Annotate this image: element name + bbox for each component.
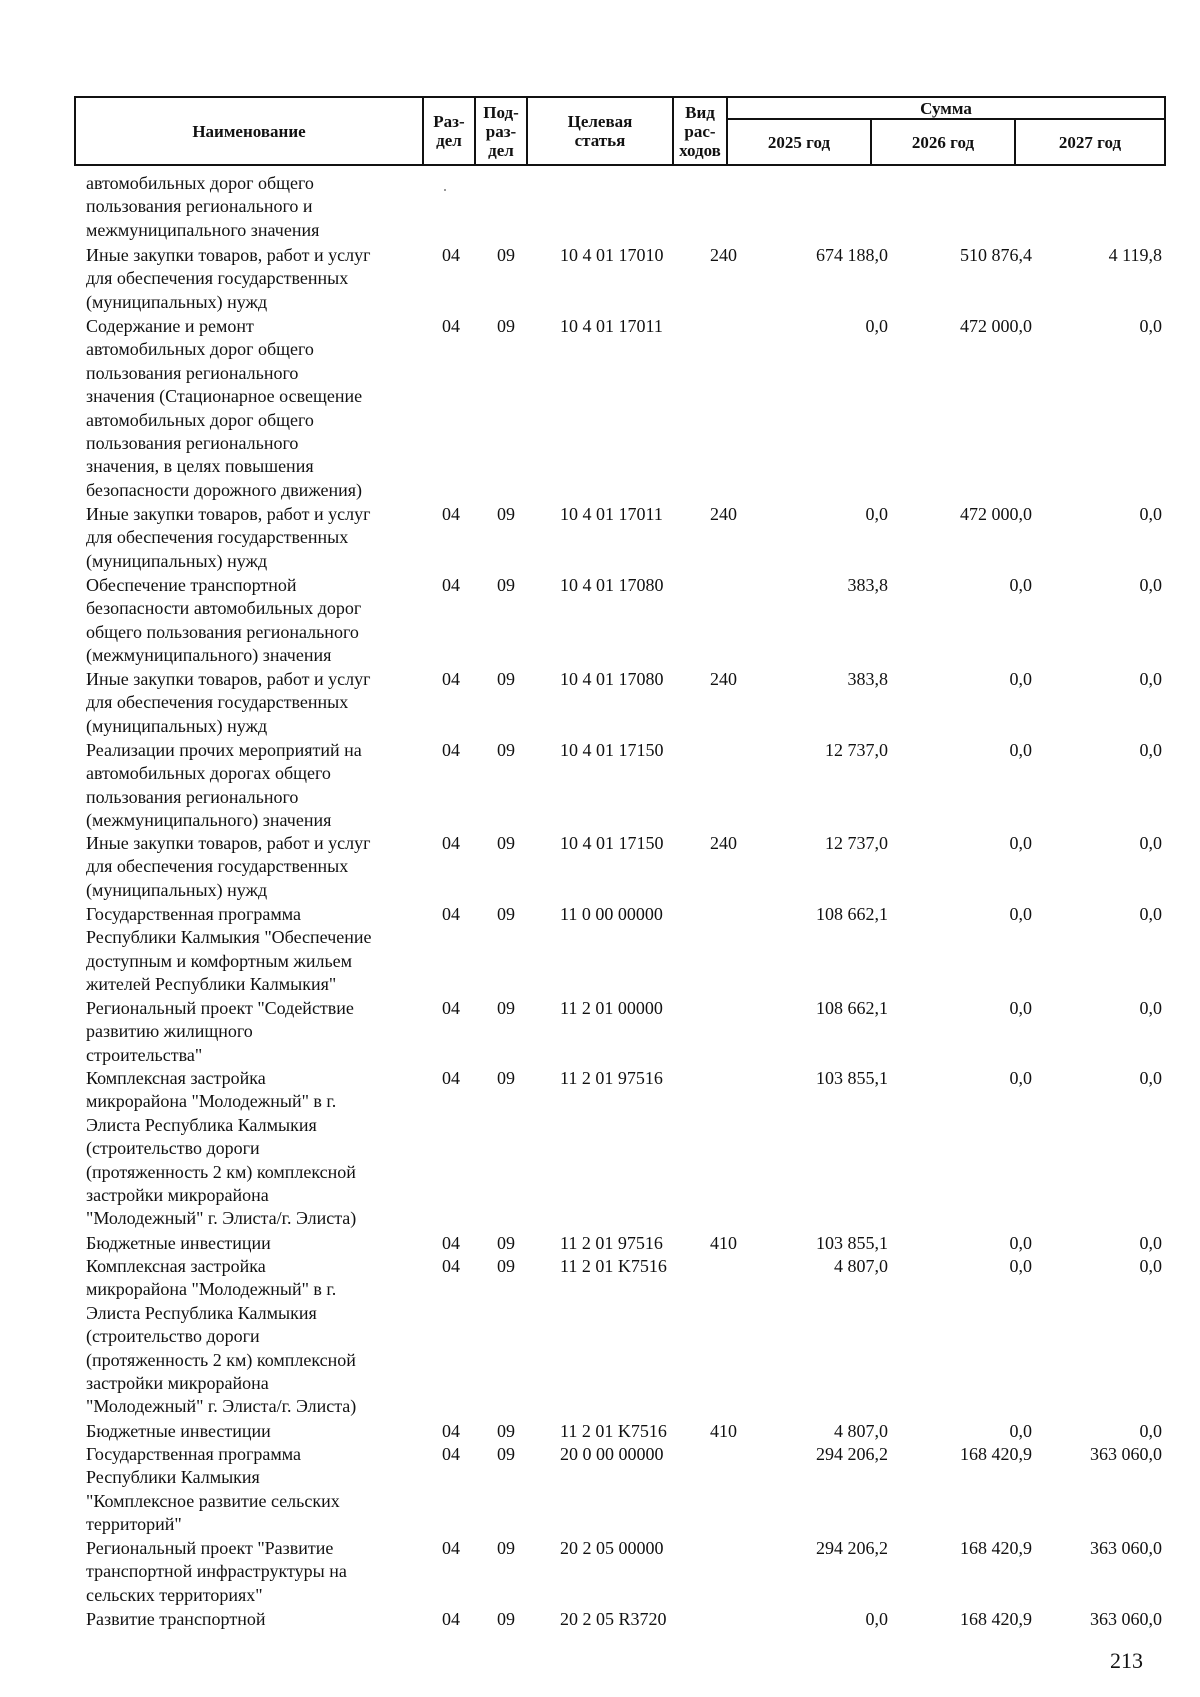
row-name-line: пользования регионального: [86, 433, 299, 454]
row-sum-2026: 0,0: [1009, 1233, 1032, 1253]
row-name-line: для обеспечения государственных: [86, 692, 349, 713]
row-sum-2027: 363 060,0: [1090, 1609, 1162, 1629]
row-name-line: Государственная программа: [86, 1444, 301, 1464]
row-name-line: "Молодежный" г. Элиста/г. Элиста): [86, 1396, 357, 1417]
table-header: [74, 96, 1166, 166]
row-expense-type: 410: [710, 1233, 737, 1253]
row-name: [86, 1067, 426, 1231]
row-sum-2025: 12 737,0: [825, 740, 888, 760]
row-name: [86, 739, 426, 833]
row-section: 04: [442, 1444, 460, 1464]
row-name-line: пользования регионального и: [86, 196, 313, 217]
row-target: 20 2 05 00000: [560, 1538, 664, 1558]
row-name-line: Республики Калмыкия: [86, 1467, 260, 1488]
row-name-line: (строительство дороги: [86, 1326, 260, 1347]
row-name-line: жителей Республики Калмыкия": [86, 974, 337, 995]
row-subsection: 09: [497, 1256, 515, 1276]
row-sum-2025: 294 206,2: [816, 1538, 888, 1558]
row-section: 04: [442, 245, 460, 265]
row-name-line: Обеспечение транспортной: [86, 575, 297, 595]
row-name-line: транспортной инфраструктуры на: [86, 1561, 347, 1582]
row-name-line: Бюджетные инвестиции: [86, 1233, 271, 1253]
row-name-line: автомобильных дорог общего: [86, 409, 314, 430]
row-name-line: сельских территориях": [86, 1584, 263, 1605]
row-target: 10 4 01 17010: [560, 245, 664, 265]
row-subsection: 09: [497, 575, 515, 595]
row-name-line: значения, в целях повышения: [86, 456, 314, 477]
row-target: 11 2 01 00000: [560, 998, 663, 1018]
row-subsection: 09: [497, 1421, 515, 1441]
row-sum-2027: 0,0: [1139, 1421, 1162, 1441]
row-name-line: Региональный проект "Развитие: [86, 1538, 334, 1558]
row-subsection: 09: [497, 1068, 515, 1088]
row-subsection: 09: [497, 1233, 515, 1253]
row-name: [86, 1255, 426, 1419]
row-name-line: развитию жилищного: [86, 1021, 253, 1042]
row-sum-2027: 0,0: [1139, 316, 1162, 336]
row-sum-2026: 168 420,9: [960, 1538, 1032, 1558]
row-sum-2025: 4 807,0: [834, 1256, 888, 1276]
row-target: 10 4 01 17080: [560, 669, 664, 689]
row-name-line: (межмуниципального) значения: [86, 645, 332, 666]
row-sum-2025: 674 188,0: [816, 245, 888, 265]
row-sum-2025: 383,8: [847, 669, 888, 689]
row-sum-2027: 0,0: [1139, 998, 1162, 1018]
row-name: [86, 172, 426, 242]
scan-speck: [444, 189, 446, 191]
row-name-line: Бюджетные инвестиции: [86, 1421, 271, 1441]
row-subsection: 09: [497, 904, 515, 924]
row-sum-2027: 0,0: [1139, 904, 1162, 924]
header-name: Наименование: [75, 97, 423, 165]
row-subsection: 09: [497, 833, 515, 853]
row-name-line: автомобильных дорог общего: [86, 339, 314, 360]
row-name: [86, 1537, 426, 1607]
row-expense-type: 410: [710, 1421, 737, 1441]
header-section: Раз- дел: [423, 97, 475, 165]
row-section: 04: [442, 1538, 460, 1558]
row-sum-2026: 0,0: [1009, 1256, 1032, 1276]
row-sum-2025: 103 855,1: [816, 1233, 888, 1253]
row-name-line: безопасности автомобильных дорог: [86, 598, 362, 619]
row-name: [86, 315, 426, 502]
row-subsection: 09: [497, 1609, 515, 1629]
row-section: 04: [442, 998, 460, 1018]
row-name-line: межмуниципального значения: [86, 219, 320, 240]
row-name-line: Иные закупки товаров, работ и услуг: [86, 504, 371, 524]
row-sum-2026: 0,0: [1009, 833, 1032, 853]
row-name: [86, 1232, 426, 1255]
header-expense-type: Вид рас- ходов: [673, 97, 727, 165]
row-sum-2026: 168 420,9: [960, 1609, 1032, 1629]
row-name: [86, 997, 426, 1067]
row-sum-2027: 363 060,0: [1090, 1538, 1162, 1558]
row-name: [86, 244, 426, 314]
row-target: 10 4 01 17080: [560, 575, 664, 595]
row-name-line: (межмуниципального) значения: [86, 810, 332, 831]
row-target: 11 2 01 K7516: [560, 1256, 667, 1276]
row-name-line: доступным и комфортным жильем: [86, 950, 353, 971]
row-name-line: для обеспечения государственных: [86, 527, 349, 548]
row-name-line: застройки микрорайона: [86, 1185, 269, 1206]
row-sum-2026: 472 000,0: [960, 504, 1032, 524]
row-sum-2027: 0,0: [1139, 1233, 1162, 1253]
row-target: 20 0 00 00000: [560, 1444, 664, 1464]
row-section: 04: [442, 740, 460, 760]
row-name-line: микрорайона "Молодежный" в г.: [86, 1091, 337, 1112]
row-sum-2025: 294 206,2: [816, 1444, 888, 1464]
row-name-line: Иные закупки товаров, работ и услуг: [86, 669, 371, 689]
row-name-line: Комплексная застройка: [86, 1256, 266, 1276]
row-name-line: Республики Калмыкия "Обеспечение: [86, 927, 372, 948]
row-sum-2026: 472 000,0: [960, 316, 1032, 336]
row-section: 04: [442, 669, 460, 689]
row-sum-2025: 0,0: [865, 316, 888, 336]
row-name-line: (муниципальных) нужд: [86, 879, 268, 900]
row-name-line: территорий": [86, 1514, 182, 1535]
row-subsection: 09: [497, 669, 515, 689]
row-sum-2025: 108 662,1: [816, 998, 888, 1018]
row-expense-type: 240: [710, 504, 737, 524]
row-target: 10 4 01 17011: [560, 316, 663, 336]
row-name-line: Содержание и ремонт: [86, 316, 254, 336]
row-section: 04: [442, 904, 460, 924]
row-name-line: пользования регионального: [86, 362, 299, 383]
row-name: [86, 574, 426, 668]
row-name-line: Реализации прочих мероприятий на: [86, 740, 362, 760]
row-target: 10 4 01 17011: [560, 504, 663, 524]
row-sum-2025: 0,0: [865, 504, 888, 524]
row-sum-2027: 363 060,0: [1090, 1444, 1162, 1464]
row-sum-2026: 0,0: [1009, 998, 1032, 1018]
row-name: [86, 832, 426, 902]
row-section: 04: [442, 1068, 460, 1088]
row-section: 04: [442, 504, 460, 524]
row-sum-2025: 383,8: [847, 575, 888, 595]
row-name-line: "Комплексное развитие сельских: [86, 1490, 340, 1511]
row-name-line: значения (Стационарное освещение: [86, 386, 363, 407]
row-target: 10 4 01 17150: [560, 833, 664, 853]
row-name-line: для обеспечения государственных: [86, 268, 349, 289]
row-name-line: (строительство дороги: [86, 1138, 260, 1159]
row-section: 04: [442, 833, 460, 853]
row-subsection: 09: [497, 998, 515, 1018]
row-name-line: пользования регионального: [86, 786, 299, 807]
header-2025: 2025 год: [727, 119, 871, 165]
row-name-line: (муниципальных) нужд: [86, 550, 268, 571]
row-sum-2026: 0,0: [1009, 669, 1032, 689]
row-name-line: Комплексная застройка: [86, 1068, 266, 1088]
row-name-line: Элиста Республика Калмыкия: [86, 1302, 317, 1323]
row-sum-2027: 0,0: [1139, 740, 1162, 760]
row-sum-2027: 0,0: [1139, 833, 1162, 853]
row-name: [86, 503, 426, 573]
row-subsection: 09: [497, 1444, 515, 1464]
row-sum-2026: 0,0: [1009, 1421, 1032, 1441]
row-name-line: застройки микрорайона: [86, 1373, 269, 1394]
row-section: 04: [442, 575, 460, 595]
row-subsection: 09: [497, 740, 515, 760]
row-name-line: Развитие транспортной: [86, 1609, 266, 1629]
row-sum-2026: 0,0: [1009, 904, 1032, 924]
row-subsection: 09: [497, 1538, 515, 1558]
row-section: 04: [442, 316, 460, 336]
row-name-line: автомобильных дорогах общего: [86, 763, 331, 784]
row-sum-2025: 0,0: [865, 1609, 888, 1629]
header-2027: 2027 год: [1015, 119, 1165, 165]
row-section: 04: [442, 1233, 460, 1253]
row-subsection: 09: [497, 316, 515, 336]
row-target: 11 0 00 00000: [560, 904, 663, 924]
row-sum-2027: 0,0: [1139, 1068, 1162, 1088]
row-name-line: "Молодежный" г. Элиста/г. Элиста): [86, 1208, 357, 1229]
row-name-line: строительства": [86, 1044, 203, 1065]
row-subsection: 09: [497, 245, 515, 265]
row-name-line: безопасности дорожного движения): [86, 479, 363, 500]
row-section: 04: [442, 1609, 460, 1629]
header-2026: 2026 год: [871, 119, 1015, 165]
header-sum: Сумма: [727, 97, 1165, 119]
row-sum-2026: 0,0: [1009, 575, 1032, 595]
row-expense-type: 240: [710, 245, 737, 265]
page-number: 213: [1110, 1648, 1143, 1673]
row-section: 04: [442, 1256, 460, 1276]
row-sum-2025: 108 662,1: [816, 904, 888, 924]
row-target: 11 2 01 97516: [560, 1068, 663, 1088]
row-sum-2026: 0,0: [1009, 740, 1032, 760]
row-name-line: для обеспечения государственных: [86, 856, 349, 877]
row-name-line: (муниципальных) нужд: [86, 291, 268, 312]
row-target: 10 4 01 17150: [560, 740, 664, 760]
row-section: 04: [442, 1421, 460, 1441]
row-sum-2026: 0,0: [1009, 1068, 1032, 1088]
header-subsection: Под- раз- дел: [475, 97, 527, 165]
row-expense-type: 240: [710, 669, 737, 689]
row-name: [86, 668, 426, 738]
row-name-line: (муниципальных) нужд: [86, 715, 268, 736]
row-sum-2026: 168 420,9: [960, 1444, 1032, 1464]
row-sum-2025: 103 855,1: [816, 1068, 888, 1088]
row-sum-2025: 4 807,0: [834, 1421, 888, 1441]
row-expense-type: 240: [710, 833, 737, 853]
row-name: [86, 1608, 426, 1631]
row-target: 11 2 01 97516: [560, 1233, 663, 1253]
row-name-line: Иные закупки товаров, работ и услуг: [86, 833, 371, 853]
row-name-line: (протяженность 2 км) комплексной: [86, 1161, 356, 1182]
row-sum-2026: 510 876,4: [960, 245, 1032, 265]
row-name-line: (протяженность 2 км) комплексной: [86, 1349, 356, 1370]
row-name-line: Иные закупки товаров, работ и услуг: [86, 245, 371, 265]
row-name-line: Элиста Республика Калмыкия: [86, 1114, 317, 1135]
row-name-line: автомобильных дорог общего: [86, 173, 314, 193]
row-sum-2027: 4 119,8: [1108, 245, 1162, 265]
row-name-line: микрорайона "Молодежный" в г.: [86, 1279, 337, 1300]
header-target: Целевая статья: [527, 97, 673, 165]
row-subsection: 09: [497, 504, 515, 524]
row-target: 20 2 05 R3720: [560, 1609, 667, 1629]
row-name: [86, 1420, 426, 1443]
row-name-line: общего пользования регионального: [86, 621, 359, 642]
row-target: 11 2 01 K7516: [560, 1421, 667, 1441]
row-sum-2027: 0,0: [1139, 575, 1162, 595]
row-sum-2027: 0,0: [1139, 669, 1162, 689]
row-name-line: Региональный проект "Содействие: [86, 998, 354, 1018]
row-name: [86, 1443, 426, 1537]
row-sum-2027: 0,0: [1139, 1256, 1162, 1276]
row-name: [86, 903, 426, 997]
row-name-line: Государственная программа: [86, 904, 301, 924]
row-sum-2027: 0,0: [1139, 504, 1162, 524]
row-sum-2025: 12 737,0: [825, 833, 888, 853]
